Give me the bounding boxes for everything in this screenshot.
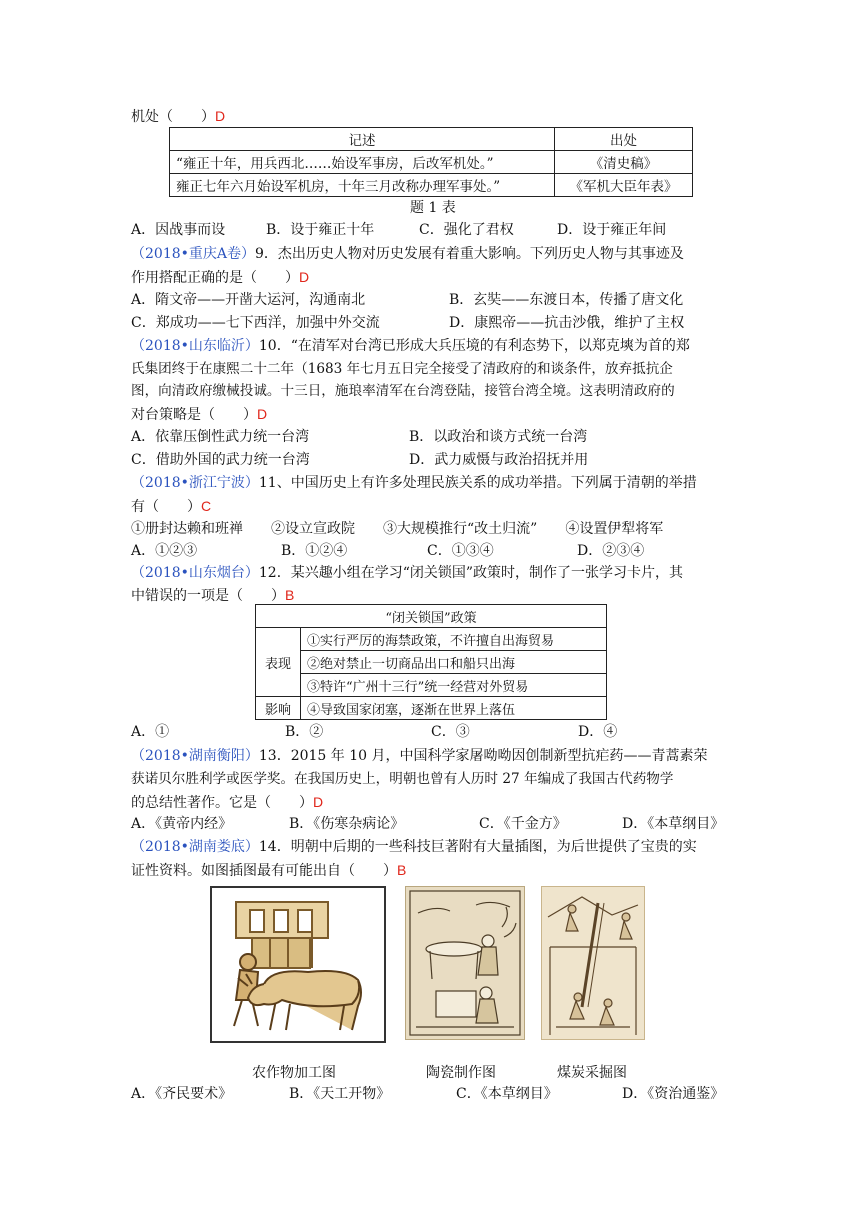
q14-stem: （2018•湖南娄底）14．明朝中后期的一些科技巨著附有大量插图，为后世提供了宝贵的实 (131, 839, 697, 855)
option: A．隋文帝——开凿大运河，沟通南北 (131, 292, 366, 308)
option: B．①②④ (281, 543, 348, 559)
option: B．以政治和谈方式统一台湾 (409, 429, 588, 445)
porcelain-making-illustration (405, 886, 525, 1040)
option: A．依靠压倒性武力统一台湾 (131, 429, 310, 445)
answer-mark: B (397, 862, 407, 878)
q13-stem-2: 获诺贝尔胜利学或医学奖。在我国历史上，明朝也曾有人历时 27 年编成了我国古代药物学 (131, 771, 674, 787)
option: C．《千金方》 (479, 816, 567, 832)
coal-mine-drawing (542, 887, 644, 1039)
illustration-caption: 煤炭采掘图 (557, 1065, 627, 1081)
q10-stem-4: 对台策略是（ ）D (131, 406, 268, 423)
card-row: ②绝对禁止一切商品出口和船只出海 (301, 651, 607, 674)
option: B．设于雍正十年 (266, 222, 375, 238)
option: A．《齐民要术》 (131, 1086, 233, 1102)
q9-stem: （2018•重庆A卷）9．杰出历史人物对历史发展有着重大影响。下列历史人物与其事迹及 (131, 246, 684, 262)
q10-stem: （2018•山东临沂）10．“在清军对台湾已形成大兵压境的有利态势下，以郑克塽为首的郑 (131, 338, 690, 354)
q11-stem: （2018•浙江宁波）11、中国历史上有许多处理民族关系的成功举措。下列属于清朝的举措 (131, 475, 697, 491)
question-source: （2018•山东烟台） (131, 565, 259, 581)
answer-mark: D (313, 794, 324, 810)
answer-mark: D (215, 108, 226, 124)
q11-items: ①册封达赖和班禅 ②设立宣政院 ③大规模推行“改土归流” ④设置伊犁将军 (131, 521, 664, 537)
option: C．郑成功——七下西洋，加强中外交流 (131, 315, 380, 331)
card-row: ③特许“广州十三行”统一经营对外贸易 (301, 674, 607, 697)
ox-mill-drawing (212, 888, 384, 1041)
q12-stem-2: 中错误的一项是（ ）B (131, 587, 295, 604)
option: B．《伤寒杂病论》 (289, 816, 405, 832)
option: A．① (131, 724, 170, 740)
q12-study-card (255, 604, 607, 720)
option: D．设于雍正年间 (557, 222, 667, 238)
q8-stem-tail: 机处（ ）D (131, 108, 226, 125)
option: B．玄奘——东渡日本，传播了唐文化 (449, 292, 684, 308)
q9-stem-2: 作用搭配正确的是（ ）D (131, 269, 310, 286)
answer-mark: C (201, 498, 212, 514)
option: C．《本草纲目》 (456, 1086, 558, 1102)
card-label: 影响 (256, 697, 301, 720)
card-row: ④导致国家闭塞，逐渐在世界上落伍 (301, 697, 607, 720)
table-caption: 题 1 表 (410, 200, 456, 216)
question-source: （2018•湖南娄底） (131, 839, 259, 855)
option: A．《黄帝内经》 (131, 816, 233, 832)
option: D．《本草纲目》 (622, 816, 725, 832)
q13-stem-3: 的总结性著作。它是（ ）D (131, 794, 324, 811)
question-source: （2018•湖南衡阳） (131, 748, 259, 764)
answer-mark: B (285, 587, 295, 603)
option: C．借助外国的武力统一台湾 (131, 452, 310, 468)
table-cell: 《军机大臣年表》 (555, 174, 693, 197)
table-header: 出处 (555, 128, 693, 151)
q12-stem: （2018•山东烟台）12．某兴趣小组在学习“闭关锁国”政策时，制作了一张学习卡片，其 (131, 565, 684, 581)
card-label: 表现 (256, 628, 301, 697)
card-row: ①实行严厉的海禁政策，不许擅自出海贸易 (301, 628, 607, 651)
table-header: 记述 (170, 128, 555, 151)
question-source: （2018•浙江宁波） (131, 475, 259, 491)
option: D．武力威慑与政治招抚并用 (409, 452, 589, 468)
option: A．①②③ (131, 543, 198, 559)
answer-mark: D (257, 406, 268, 422)
illustration-caption: 农作物加工图 (252, 1065, 336, 1081)
option: D．康熙帝——抗击沙俄，维护了主权 (449, 315, 685, 331)
porcelain-workshop-drawing (406, 887, 524, 1039)
option: D．《资治通鉴》 (622, 1086, 725, 1102)
illustration-caption: 陶瓷制作图 (426, 1065, 496, 1081)
table-cell: 《清史稿》 (555, 151, 693, 174)
option: C．强化了君权 (419, 222, 514, 238)
option: C．①③④ (427, 543, 494, 559)
option: D．④ (578, 724, 618, 740)
table-cell: 雍正七年六月始设军机房，十年三月改称办理军事处。” (170, 174, 555, 197)
q13-stem: （2018•湖南衡阳）13．2015 年 10 月，中国科学家屠呦呦因创制新型抗疟药——青蒿素荣 (131, 748, 708, 764)
option: B．《天工开物》 (289, 1086, 391, 1102)
q11-stem-2: 有（ ）C (131, 498, 212, 515)
q14-stem-2: 证性资料。如图插图最有可能出自（ ）B (131, 862, 407, 879)
q10-stem-3: 图，向清政府缴械投诚。十三日，施琅率清军在台湾登陆，接管台湾全境。这表明清政府的 (131, 383, 675, 399)
option: C．③ (431, 724, 470, 740)
table-cell: “雍正十年，用兵西北……始设军事房，后改军机处。” (170, 151, 555, 174)
question-source: （2018•山东临沂） (131, 338, 259, 354)
crop-processing-illustration (210, 886, 386, 1043)
q8-source-table (169, 127, 693, 197)
option: B．② (285, 724, 324, 740)
coal-mining-illustration (541, 886, 645, 1040)
q10-stem-2: 氏集团终于在康熙二十二年（1683 年七月五日完全接受了清政府的和谈条件，放弃抵抗企 (131, 361, 673, 377)
question-source: （2018•重庆A卷） (131, 246, 255, 262)
option: A．因战事而设 (131, 222, 226, 238)
answer-mark: D (299, 269, 310, 285)
option: D．②③④ (577, 543, 645, 559)
card-title: “闭关锁国”政策 (256, 605, 607, 628)
